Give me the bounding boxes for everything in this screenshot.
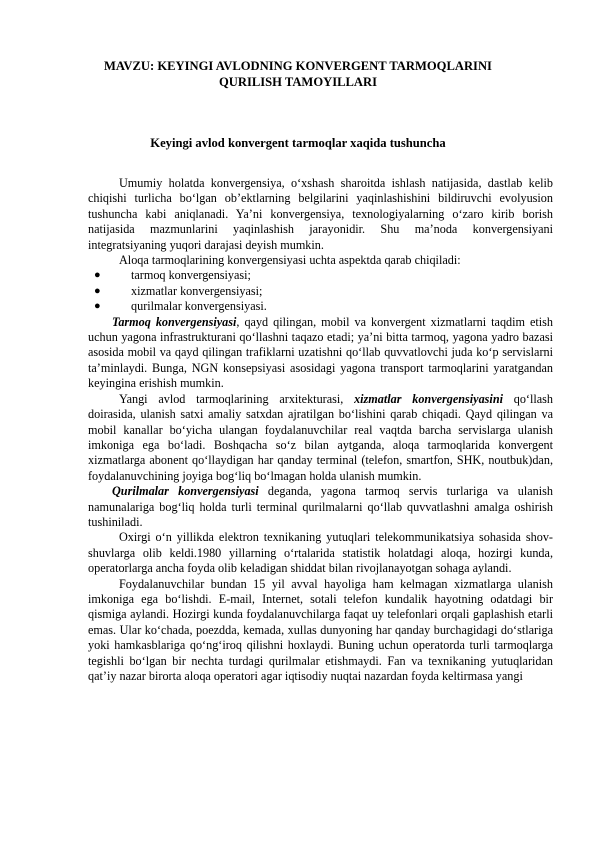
paragraph-2: Aloqa tarmoqlarining konvergensiyasi uchta aspektda qarab chiqiladi: xyxy=(119,253,461,268)
aspect-list xyxy=(88,268,553,314)
term-service-convergence: xizmatlar konvergensiyasini xyxy=(354,391,503,406)
paragraph-6: Oxirgi o‘n yillikda elektron texnikaning yutuqlari telekommunikatsiya sohasida shov- shuvlarga olib keldi.1980 yillarning o‘rtalarida statistik holatdagi aloqa, hozirgi kunda, operatorlarga ancha foyda olib keladigan shiddat bilan rivojlanayotgan sohaga aylandi. xyxy=(88,530,553,576)
section-subtitle: Keyingi avlod konvergent tarmoqlar xaqida tushuncha xyxy=(150,136,446,150)
list-item: ● tarmoq konvergensiyasi; xyxy=(94,268,251,283)
list-item: ● qurilmalar konvergensiyasi. xyxy=(94,299,267,314)
term-network-convergence: Tarmoq konvergensiyasi xyxy=(112,314,237,329)
bullet-icon: ● xyxy=(94,284,101,297)
paragraph-4: Yangi avlod tarmoqlarining arxitekturasi, xizmatlar konvergensiyasini qo‘llash doirasida, ulanish satxi amaliy satxdan ajratilgan bo‘lishini qarab chiqadi. Qayd qilingan va mobil kanallar bo‘yicha ulangan foydalanuvchilar real vaqtda barcha servislarga ulanish imkoniga ega bo‘ladi. Boshqacha so‘z bilan aytganda, aloqa tarmoqlarida konvergent xizmatlarga abonent qo‘llaydigan har qanday terminal (telefon, smartfon, SHK, noutbuk)dan, foydalanuvchining joyiga bog‘liq bo‘lmagan holda ulanish mumkin. xyxy=(88,391,554,483)
paragraph-5: Qurilmalar konvergensiyasi deganda, yagona tarmoq servis turlariga va ulanish namunalariga bog‘liq holda turli terminal qurilmalarni qo‘llab quvvatlashni amalga oshirish tushiniladi. xyxy=(88,484,553,529)
term-device-convergence: Qurilmalar konvergensiyasi xyxy=(112,484,259,499)
paragraph-1: Umumiy holatda konvergensiya, o‘xshash sharoitda ishlash natijasida, dastlab kelib chiqishi turlicha bo‘lgan ob’ektlarning belgilarini yaqinlashishini bildiruvchi evolyusion tushuncha kabi aniqlanadi. Ya’ni konvergensiya, texnologiyalarning o‘zaro kirib borish natijasida mazmunlarini yaqinlashish jarayonidir. Shu ma’noda konvergensiyani integratsiyaning yuqori darajasi deyish mumkin. xyxy=(88,176,553,252)
paragraph-7: Foydalanuvchilar bundan 15 yil avval hayoliga ham kelmagan xizmatlarga ulanish imkoniga ega bo‘lishdi. E-mail, Internet, sotali telefon kundalik hayotning odatdagi bir qismiga aylandi. Hozirgi kunda foydalanuvchilarga faqat uy telefonlari orqali gaplashish etarli emas. Ular ko‘chada, poezdda, kemada, xullas dunyoning har qanday burchagidagi do‘stlariga yoki hamkasblariga qo‘ng‘iroq qilishni hoxlaydi. Buning uchun operatorda turli tarmoqlarga tegishli bo‘lgan bir nechta turdagi qurilmalar etishmaydi. Fan va texnikaning yutuqlaridan qat’iy nazar birorta aloqa operatori agar iqtisodiy nuqtai nazardan foyda keltirmasa yangi xyxy=(88,576,553,683)
bullet-icon: ● xyxy=(94,269,101,282)
page-title: MAVZU: KEYINGI AVLODNING KONVERGENT TARMOQLARINI QURILISH TAMOYILLARI xyxy=(104,59,492,89)
document-body xyxy=(88,176,553,684)
bullet-icon: ● xyxy=(94,300,101,313)
list-item: ● xizmatlar konvergensiyasi; xyxy=(94,283,263,298)
paragraph-3: Tarmoq konvergensiyasi, qayd qilingan, mobil va konvergent xizmatlarni taqdim etish uchun yagona infrastrukturani qo‘llashni taqazo etadi; ya’ni bitta tarmoq, yagona yadro bazasi asosida mobil va qayd qilingan trafiklarni uzatishni qo‘llab quvvatlovchi juda ko‘p servislarni ta’minlaydi. Bunga, NGN konsepsiyasi asosidagi yagona transport tarmoqlarini yaratgandan keyingina erishish mumkin. xyxy=(88,314,554,391)
